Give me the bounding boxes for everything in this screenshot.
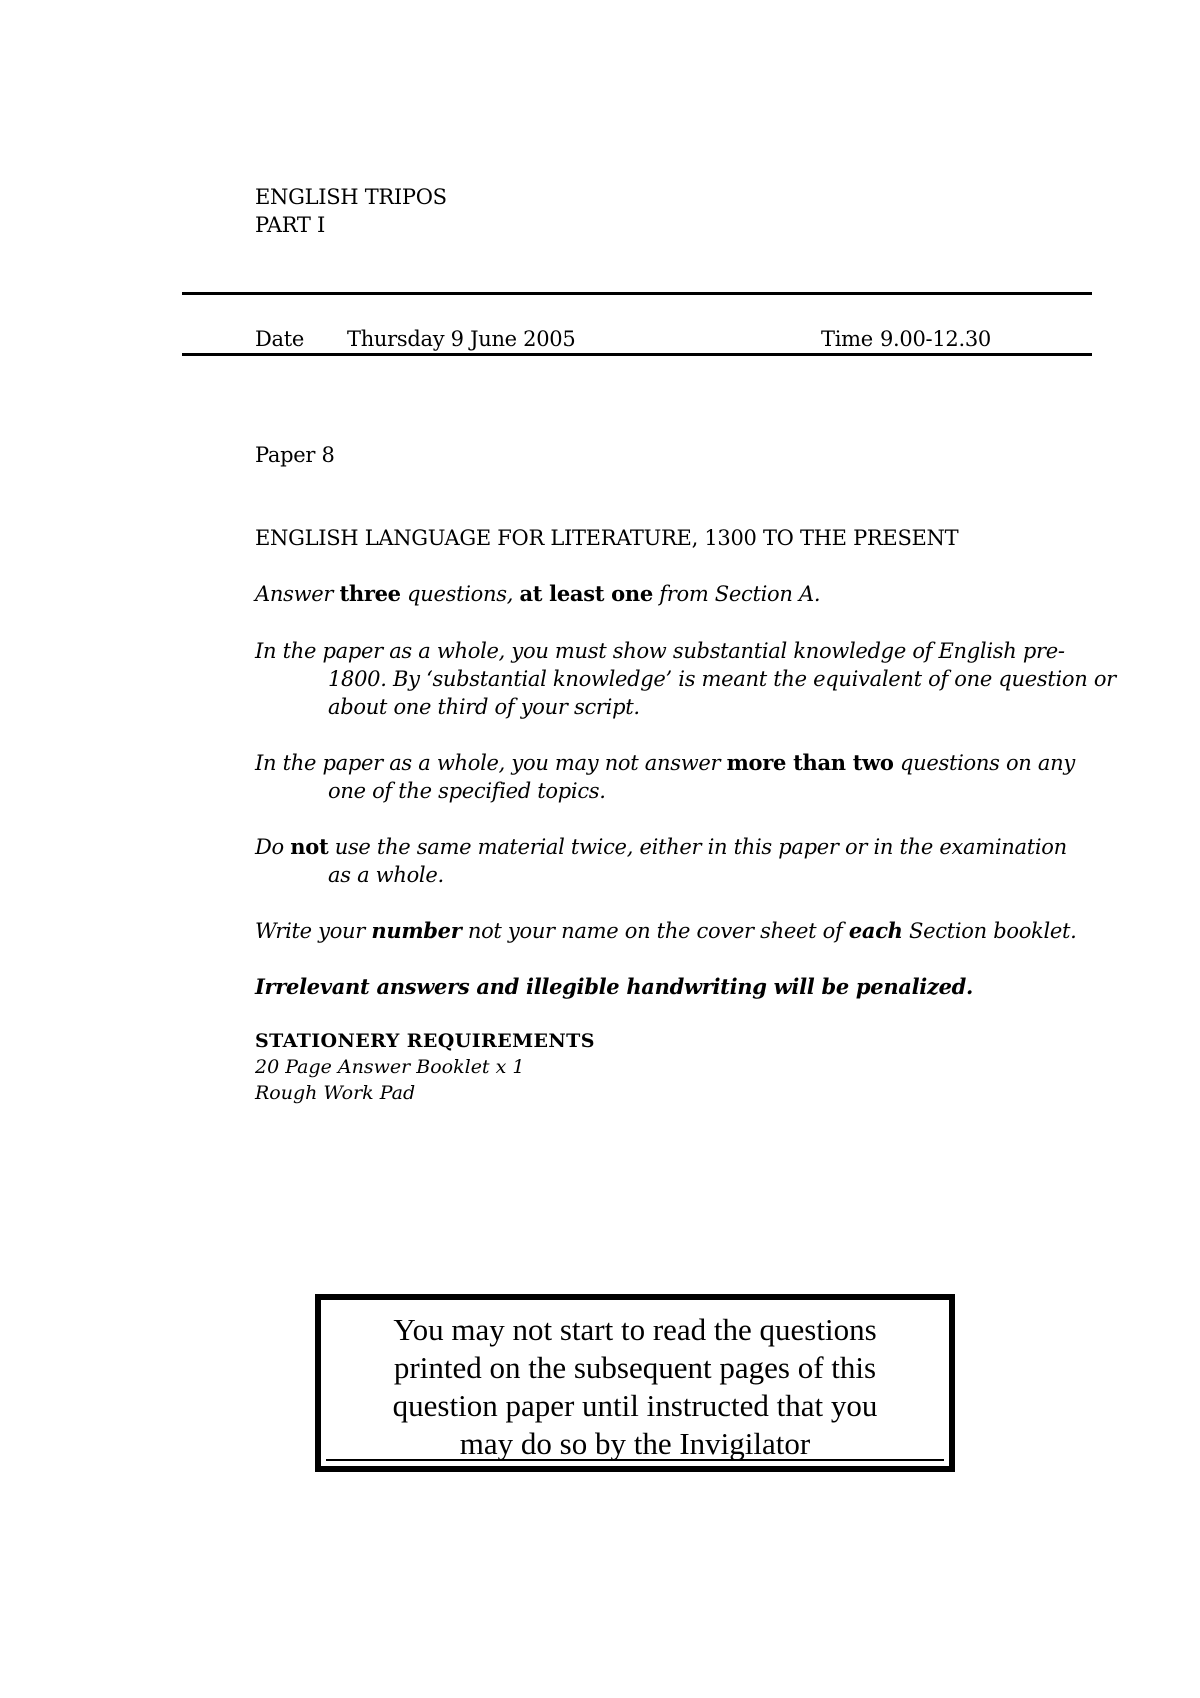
paper-number: Paper 8 bbox=[255, 443, 335, 467]
paper-title: ENGLISH LANGUAGE FOR LITERATURE, 1300 TO THE PRESENT bbox=[255, 526, 959, 550]
instruction-pre1800: In the paper as a whole, you must show substantial knowledge of English pre- 1800. By ‘substantial knowledge’ is meant the equivalent of one question or about one third of your script. bbox=[255, 639, 1116, 719]
stationery-item: Rough Work Pad bbox=[255, 1082, 416, 1104]
exam-title: ENGLISH TRIPOS bbox=[255, 185, 447, 209]
exam-part: PART I bbox=[255, 213, 325, 237]
invigilator-notice-text: You may not start to read the questions printed on the subsequent pages of this question paper until instructed that you may do so by the Invigilator bbox=[326, 1305, 944, 1461]
instruction-irrelevant: Irrelevant answers and illegible handwriting will be penalized. bbox=[255, 974, 974, 999]
invigilator-notice-box bbox=[315, 1294, 955, 1472]
instruction-topics: In the paper as a whole, you may not answer more than two questions on any one of the specified topics. bbox=[255, 750, 1075, 803]
instruction-material: Do not use the same material twice, either in this paper or in the examination as a whole. bbox=[255, 834, 1067, 887]
bottom-rule bbox=[182, 353, 1092, 356]
stationery-requirements bbox=[255, 1028, 595, 1106]
instruction-answer: Answer three questions, at least one from Section A. bbox=[255, 581, 821, 606]
top-rule bbox=[182, 292, 1092, 295]
stationery-heading: STATIONERY REQUIREMENTS bbox=[255, 1030, 595, 1052]
date-value: Thursday 9 June 2005 bbox=[347, 327, 576, 351]
stationery-item: 20 Page Answer Booklet x 1 bbox=[255, 1056, 525, 1078]
date-label: Date bbox=[255, 327, 305, 351]
instruction-number: Write your number not your name on the cover sheet of each Section booklet. bbox=[255, 918, 1077, 943]
time-label: Time bbox=[821, 327, 873, 351]
time-value: 9.00-12.30 bbox=[880, 327, 991, 351]
